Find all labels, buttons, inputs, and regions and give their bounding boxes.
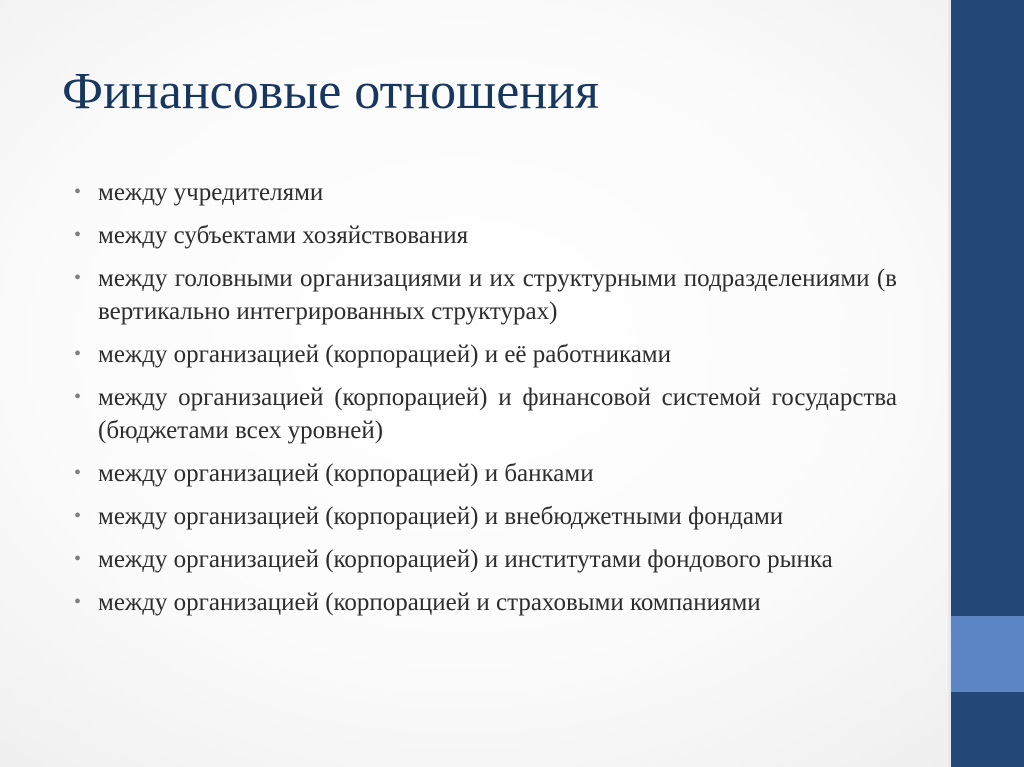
- bullet-dot-icon: •: [74, 386, 82, 408]
- bullet-text: между организацией (корпорацией и страховыми компаниями: [98, 589, 761, 616]
- bullet-item: [74, 176, 897, 209]
- bullet-text: между субъектами хозяйствования: [98, 222, 469, 249]
- bullet-item: [74, 543, 897, 576]
- bullet-dot-icon: •: [74, 548, 82, 570]
- bullet-item: [74, 262, 897, 328]
- bullet-item: [74, 586, 897, 619]
- bullet-dot-icon: •: [74, 505, 82, 527]
- bullet-text: между организацией (корпорацией) и банками: [98, 460, 594, 487]
- bullet-text: между учредителями: [98, 179, 324, 206]
- page-title: Финансовые отношения: [62, 63, 599, 120]
- bullet-dot-icon: •: [74, 224, 82, 246]
- bullet-dot-icon: •: [74, 181, 82, 203]
- bullet-text: между головными организациями и их структурными подразделениями (в вертикально интегрированных структурах): [98, 265, 897, 325]
- bullet-text: между организацией (корпорацией) и институтами фондового рынка: [98, 546, 833, 573]
- bullet-item: [74, 219, 897, 252]
- bullet-dot-icon: •: [74, 267, 82, 289]
- bullet-item: [74, 338, 897, 371]
- bullet-list: [74, 176, 897, 629]
- bullet-text: между организацией (корпорацией) и внебюджетными фондами: [98, 503, 784, 530]
- bullet-item: [74, 500, 897, 533]
- bullet-item: [74, 457, 897, 490]
- bullet-item: [74, 381, 897, 447]
- bullet-text: между организацией (корпорацией) и финансовой системой государства (бюджетами всех уровней): [98, 384, 897, 444]
- bullet-dot-icon: •: [74, 591, 82, 613]
- bullet-text: между организацией (корпорацией) и её работниками: [98, 341, 672, 368]
- bullet-dot-icon: •: [74, 343, 82, 365]
- sidebar-accent-block: [951, 616, 1024, 692]
- bullet-dot-icon: •: [74, 462, 82, 484]
- sidebar-decoration: [948, 0, 1024, 767]
